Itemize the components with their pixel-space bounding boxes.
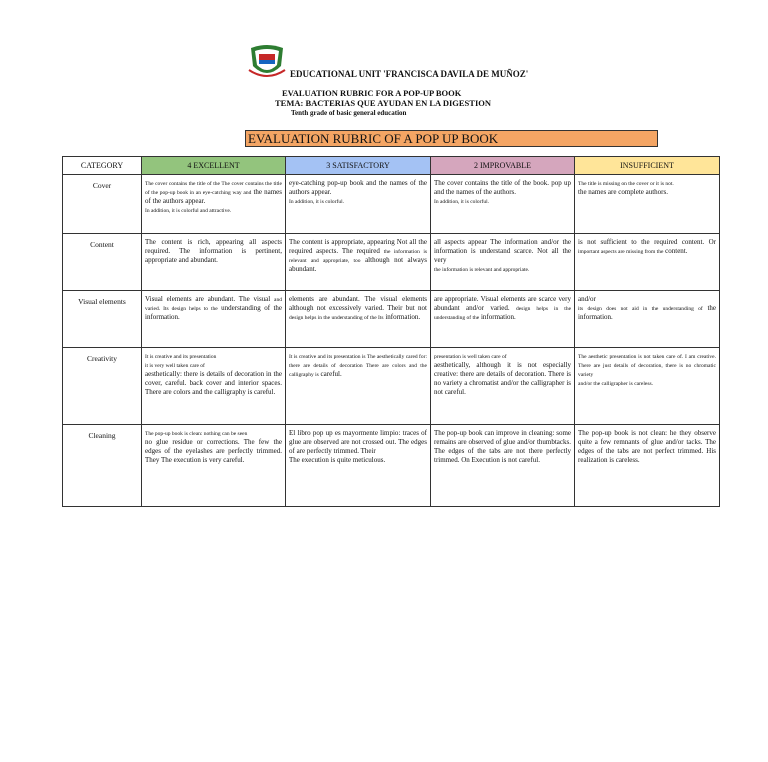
cell-text: although not always abundant. xyxy=(289,256,427,273)
satisfactory-cell xyxy=(286,291,431,348)
satisfactory-cell xyxy=(286,348,431,425)
header-satisfactory: 3 SATISFACTORY xyxy=(286,157,431,175)
excellent-cell xyxy=(142,291,286,348)
institution-name: EDUCATIONAL UNIT 'FRANCISCA DAVILA DE MUÑOZ' xyxy=(290,69,529,79)
cell-text: traces of glue are observed are not crossed out. The edges of are perfectly trimmed. Their xyxy=(289,429,428,455)
cell-text: is not sufficient to the required content. Or xyxy=(578,238,716,246)
cell-text: information. xyxy=(385,313,421,321)
satisfactory-cell xyxy=(286,425,431,507)
cell-text: Visual elements are abundant. The visual xyxy=(145,295,271,303)
cell-text: aesthetically: there is details of decoration in the cover, careful. back cover and interior spaces. There are colors and the calligraphy is careful. xyxy=(145,370,282,396)
cell-text: The content is rich, appearing all aspects required. The information is pertinent, appropriate and abundant. xyxy=(145,238,282,264)
cell-note: In addition, it is colorful and attractive. xyxy=(145,208,232,214)
header-insufficient: INSUFFICIENT xyxy=(575,157,720,175)
table-row xyxy=(63,291,720,348)
cell-note: presentation is well taken care of xyxy=(434,354,507,360)
cell-note: design helps in the understanding of the Its xyxy=(289,315,384,321)
cell-text: the information. xyxy=(578,304,717,321)
improvable-cell xyxy=(431,234,575,291)
cell-text: of decoration. There is no variety xyxy=(434,370,571,387)
insufficient-cell xyxy=(575,234,720,291)
cell-text: the names are complete authors. xyxy=(578,188,668,196)
cell-note: and/or the calligrapher is careless. xyxy=(578,381,653,387)
category-cell: Creativity xyxy=(63,348,142,425)
cell-note: its design does not aid in the understanding of xyxy=(578,306,703,312)
category-cell: Content xyxy=(63,234,142,291)
school-crest-logo xyxy=(247,44,287,80)
excellent-cell xyxy=(142,234,286,291)
category-cell: Cover xyxy=(63,175,142,234)
cell-note: it is very well taken care of xyxy=(145,363,205,369)
cell-text: all aspects appear The information and/or the information is understand scarce. Not all the very xyxy=(434,238,571,264)
cell-text: the tabs are not there perfectly trimmed. On Execution is not careful. xyxy=(434,447,572,464)
rubric-title-line: EVALUATION RUBRIC FOR A POP-UP BOOK xyxy=(282,88,462,98)
cell-text: are appropriate. Visual elements are scarce xyxy=(434,295,557,303)
improvable-cell xyxy=(431,425,575,507)
cell-note: In addition, it is colorful. xyxy=(434,199,489,205)
excellent-cell xyxy=(142,425,286,507)
header-improvable: 2 IMPROVABLE xyxy=(431,157,575,175)
cell-note: The title is missing on the cover or it is not. xyxy=(578,181,674,187)
excellent-cell xyxy=(142,175,286,234)
insufficient-cell xyxy=(575,348,720,425)
insufficient-cell xyxy=(575,175,720,234)
rubric-banner: EVALUATION RUBRIC OF A POP UP BOOK xyxy=(245,130,658,147)
cell-note: important aspects are missing from the xyxy=(578,249,664,255)
cell-text: the names of the authors appear. xyxy=(289,179,427,196)
cell-note: The aesthetic presentation is not taken care of. I am creative. There are just details of decoration, there is no chromatic variety xyxy=(578,354,716,378)
cell-note: It is creative and its presentation xyxy=(145,354,217,360)
insufficient-cell xyxy=(575,425,720,507)
cell-note: design helps in the understanding of the xyxy=(434,306,572,321)
insufficient-cell xyxy=(575,291,720,348)
cell-text: The execution is quite meticulous. xyxy=(289,456,386,464)
category-cell: Visual elements xyxy=(63,291,142,348)
cell-text: understanding of the information. xyxy=(145,304,282,321)
header-category: CATEGORY xyxy=(63,157,142,175)
cell-text: The content is appropriate, appearing Not all the required aspects. The required xyxy=(289,238,427,255)
cell-text: careful. xyxy=(320,370,342,378)
rubric-table xyxy=(62,156,720,507)
cell-text: The cover contains the title of the The cover contains the title of the pop-up book in an eye-catching way and xyxy=(145,181,282,196)
header-row xyxy=(63,157,720,175)
cell-note: the information is relevant and appropriate, too xyxy=(289,249,427,264)
table-row xyxy=(63,175,720,234)
satisfactory-cell xyxy=(286,175,431,234)
table-row xyxy=(63,348,720,425)
cell-text: a chromatist and/or the calligrapher is not careful. xyxy=(434,379,572,396)
cell-note: decoration There are colors and the calligraphy is xyxy=(289,363,427,378)
cell-note: In addition, it is colorful. xyxy=(289,199,344,205)
cell-text: The cover contains the title of the book. pop up and the names of the authors. xyxy=(434,179,571,196)
cell-text: content. xyxy=(665,247,688,255)
cell-text: the names of the authors appear. xyxy=(145,188,283,205)
cell-text: aesthetically, although it is not especially creative: there are details xyxy=(434,361,571,378)
cell-text: The pop-up book is not clean: he they observe quite a few remnants of glue and/or tacks. The edges of the tabs are not perfect trimmed. His realization is careless. xyxy=(578,429,716,464)
cell-note: and varied. Its design helps to the xyxy=(145,297,282,312)
excellent-cell xyxy=(142,348,286,425)
cell-text: information. xyxy=(480,313,516,321)
cell-text: and/or xyxy=(578,295,596,303)
cell-text: very abundant and/or varied. xyxy=(434,295,571,312)
improvable-cell xyxy=(431,291,575,348)
topic-line: TEMA: BACTERIAS QUE AYUDAN EN LA DIGESTION xyxy=(275,98,492,108)
cell-text: although not excessively varied. Their but not xyxy=(289,304,427,312)
cell-text: El libro pop up es mayormente limpio: xyxy=(289,429,401,437)
cell-note: It is creative and its presentation is The aesthetically cared for: there are details of xyxy=(289,354,427,369)
table-row xyxy=(63,425,720,507)
category-cell: Cleaning xyxy=(63,425,142,507)
satisfactory-cell xyxy=(286,234,431,291)
cell-note: the information is relevant and appropriate. xyxy=(434,267,530,273)
grade-line: Tenth grade of basic general education xyxy=(291,109,407,117)
cell-text: elements are abundant. The visual elements xyxy=(289,295,427,303)
cell-note: The pop-up book is clean: nothing can be seen xyxy=(145,431,248,437)
cell-text: eye-catching pop-up book and xyxy=(289,179,377,187)
cell-text: The pop-up book can improve in cleaning: some remains are observed of glue and/or thumbtacks. The edges of xyxy=(434,429,571,455)
improvable-cell xyxy=(431,175,575,234)
cell-text: no glue residue or corrections. The few the edges of the eyelashes are perfectly trimmed. They The execution is very careful. xyxy=(145,438,282,464)
table-row xyxy=(63,234,720,291)
header-excellent: 4 EXCELLENT xyxy=(142,157,286,175)
improvable-cell xyxy=(431,348,575,425)
